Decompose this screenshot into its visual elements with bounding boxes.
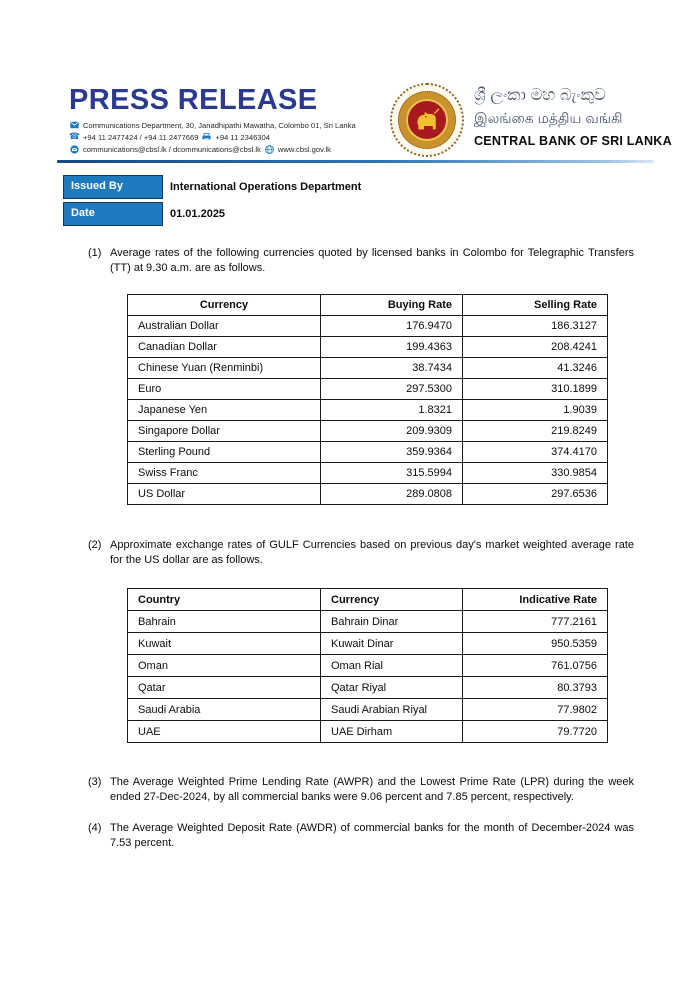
cell-selling-rate: 310.1899 bbox=[463, 379, 608, 400]
cell-currency: Euro bbox=[128, 379, 321, 400]
paragraph-3 bbox=[88, 775, 634, 804]
header-divider bbox=[57, 160, 654, 163]
cell-buying-rate: 359.9364 bbox=[321, 442, 463, 463]
cell-selling-rate: 1.9039 bbox=[463, 400, 608, 421]
paragraph-1-text: Average rates of the following currencies quoted by licensed banks in Colombo for Telegraphic Transfers (TT) at 9.30 a.m. are as follows. bbox=[110, 247, 634, 274]
page-title: PRESS RELEASE bbox=[69, 84, 318, 116]
cell-country: Saudi Arabia bbox=[128, 699, 321, 721]
table-header-row bbox=[128, 295, 608, 316]
cell-selling-rate: 297.6536 bbox=[463, 484, 608, 505]
central-bank-seal bbox=[390, 83, 464, 157]
cell-selling-rate: 330.9854 bbox=[463, 463, 608, 484]
bank-name-block bbox=[474, 85, 672, 148]
table-row bbox=[128, 611, 608, 633]
phone-icon: ☎ bbox=[68, 131, 81, 142]
mail-circle-icon bbox=[70, 145, 79, 154]
cell-currency: Bahrain Dinar bbox=[321, 611, 463, 633]
table-row bbox=[128, 721, 608, 743]
contact-email-line bbox=[70, 143, 356, 155]
contact-phone-line bbox=[70, 131, 356, 143]
table-row bbox=[128, 699, 608, 721]
cell-currency: Oman Rial bbox=[321, 655, 463, 677]
table-row bbox=[128, 463, 608, 484]
cell-buying-rate: 176.9470 bbox=[321, 316, 463, 337]
cell-currency: Kuwait Dinar bbox=[321, 633, 463, 655]
cell-country: Oman bbox=[128, 655, 321, 677]
cell-country: Kuwait bbox=[128, 633, 321, 655]
cell-buying-rate: 315.5994 bbox=[321, 463, 463, 484]
cell-currency: Canadian Dollar bbox=[128, 337, 321, 358]
cell-indicative-rate: 777.2161 bbox=[463, 611, 608, 633]
cell-country: Qatar bbox=[128, 677, 321, 699]
cell-currency: US Dollar bbox=[128, 484, 321, 505]
cell-buying-rate: 1.8321 bbox=[321, 400, 463, 421]
envelope-icon bbox=[70, 121, 79, 130]
contact-fax: +94 11 2346304 bbox=[215, 132, 270, 142]
column-header-indicative-rate: Indicative Rate bbox=[463, 589, 608, 611]
contact-emails: communications@cbsl.lk / dcommunications@cbsl.lk bbox=[83, 144, 261, 154]
table-row bbox=[128, 633, 608, 655]
date-label: Date bbox=[63, 202, 163, 226]
cell-selling-rate: 219.8249 bbox=[463, 421, 608, 442]
table-row bbox=[128, 442, 608, 463]
cell-indicative-rate: 77.9802 bbox=[463, 699, 608, 721]
cell-indicative-rate: 79.7720 bbox=[463, 721, 608, 743]
cell-currency: UAE Dirham bbox=[321, 721, 463, 743]
contact-phones: +94 11 2477424 / +94 11 2477669 bbox=[83, 132, 199, 142]
paragraph-3-number: (3) bbox=[88, 776, 102, 788]
lion-emblem-icon bbox=[406, 99, 448, 141]
paragraph-3-text: The Average Weighted Prime Lending Rate (AWPR) and the Lowest Prime Rate (LPR) during the week ended 27-Dec-2024, by all commercial banks were 9.06 percent and 7.85 percent, respectively. bbox=[110, 776, 634, 803]
seal-gold-ring bbox=[398, 91, 456, 149]
fax-icon bbox=[202, 133, 211, 142]
paragraph-2-number: (2) bbox=[88, 539, 102, 551]
paragraph-4-text: The Average Weighted Deposit Rate (AWDR) of commercial banks for the month of December-2024 was 7.53 percent. bbox=[110, 822, 634, 849]
seal-outer-ring bbox=[390, 83, 464, 157]
table-row bbox=[128, 379, 608, 400]
column-header-selling-rate: Selling Rate bbox=[463, 295, 608, 316]
table-row bbox=[128, 316, 608, 337]
column-header-country: Country bbox=[128, 589, 321, 611]
column-header-currency: Currency bbox=[128, 295, 321, 316]
paragraph-4-number: (4) bbox=[88, 822, 102, 834]
cell-indicative-rate: 80.3793 bbox=[463, 677, 608, 699]
tt-rates-table bbox=[127, 294, 608, 505]
contact-block bbox=[70, 119, 356, 155]
cell-selling-rate: 186.3127 bbox=[463, 316, 608, 337]
table-row bbox=[128, 358, 608, 379]
cell-currency: Chinese Yuan (Renminbi) bbox=[128, 358, 321, 379]
cell-indicative-rate: 761.0756 bbox=[463, 655, 608, 677]
table-row bbox=[128, 337, 608, 358]
cell-currency: Swiss Franc bbox=[128, 463, 321, 484]
gulf-rates-table bbox=[127, 588, 608, 743]
table-row bbox=[128, 400, 608, 421]
paragraph-1-number: (1) bbox=[88, 247, 102, 259]
contact-address-line bbox=[70, 119, 356, 131]
bank-name-english: CENTRAL BANK OF SRI LANKA bbox=[474, 134, 672, 148]
issued-by-label: Issued By bbox=[63, 175, 163, 199]
cell-selling-rate: 208.4241 bbox=[463, 337, 608, 358]
table-row bbox=[128, 421, 608, 442]
paragraph-2-text: Approximate exchange rates of GULF Currencies based on previous day's market weighted average rate for the US dollar are as follows. bbox=[110, 539, 634, 566]
cell-currency: Australian Dollar bbox=[128, 316, 321, 337]
cell-buying-rate: 297.5300 bbox=[321, 379, 463, 400]
column-header-currency: Currency bbox=[321, 589, 463, 611]
cell-currency: Singapore Dollar bbox=[128, 421, 321, 442]
cell-buying-rate: 289.0808 bbox=[321, 484, 463, 505]
date-value: 01.01.2025 bbox=[170, 208, 226, 220]
globe-icon bbox=[265, 145, 274, 154]
issued-by-value: International Operations Department bbox=[170, 181, 362, 193]
contact-address: Communications Department, 30, Janadhipathi Mawatha, Colombo 01, Sri Lanka bbox=[83, 120, 356, 130]
contact-website: www.cbsl.gov.lk bbox=[277, 144, 331, 154]
cell-currency: Japanese Yen bbox=[128, 400, 321, 421]
table-row bbox=[128, 484, 608, 505]
cell-selling-rate: 374.4170 bbox=[463, 442, 608, 463]
table-row bbox=[128, 677, 608, 699]
cell-currency: Qatar Riyal bbox=[321, 677, 463, 699]
cell-currency: Sterling Pound bbox=[128, 442, 321, 463]
cell-buying-rate: 38.7434 bbox=[321, 358, 463, 379]
paragraph-1 bbox=[88, 246, 634, 275]
cell-country: Bahrain bbox=[128, 611, 321, 633]
table-row bbox=[128, 655, 608, 677]
bank-name-sinhala: ශ්‍රී ලංකා මහ බැංකුව bbox=[474, 86, 606, 104]
cell-country: UAE bbox=[128, 721, 321, 743]
paragraph-2 bbox=[88, 538, 634, 567]
cell-selling-rate: 41.3246 bbox=[463, 358, 608, 379]
bank-name-tamil: இலங்கை மத்திய வங்கி bbox=[474, 110, 623, 126]
cell-indicative-rate: 950.5359 bbox=[463, 633, 608, 655]
cell-currency: Saudi Arabian Riyal bbox=[321, 699, 463, 721]
cell-buying-rate: 199.4363 bbox=[321, 337, 463, 358]
paragraph-4 bbox=[88, 821, 634, 850]
table-header-row bbox=[128, 589, 608, 611]
column-header-buying-rate: Buying Rate bbox=[321, 295, 463, 316]
cell-buying-rate: 209.9309 bbox=[321, 421, 463, 442]
